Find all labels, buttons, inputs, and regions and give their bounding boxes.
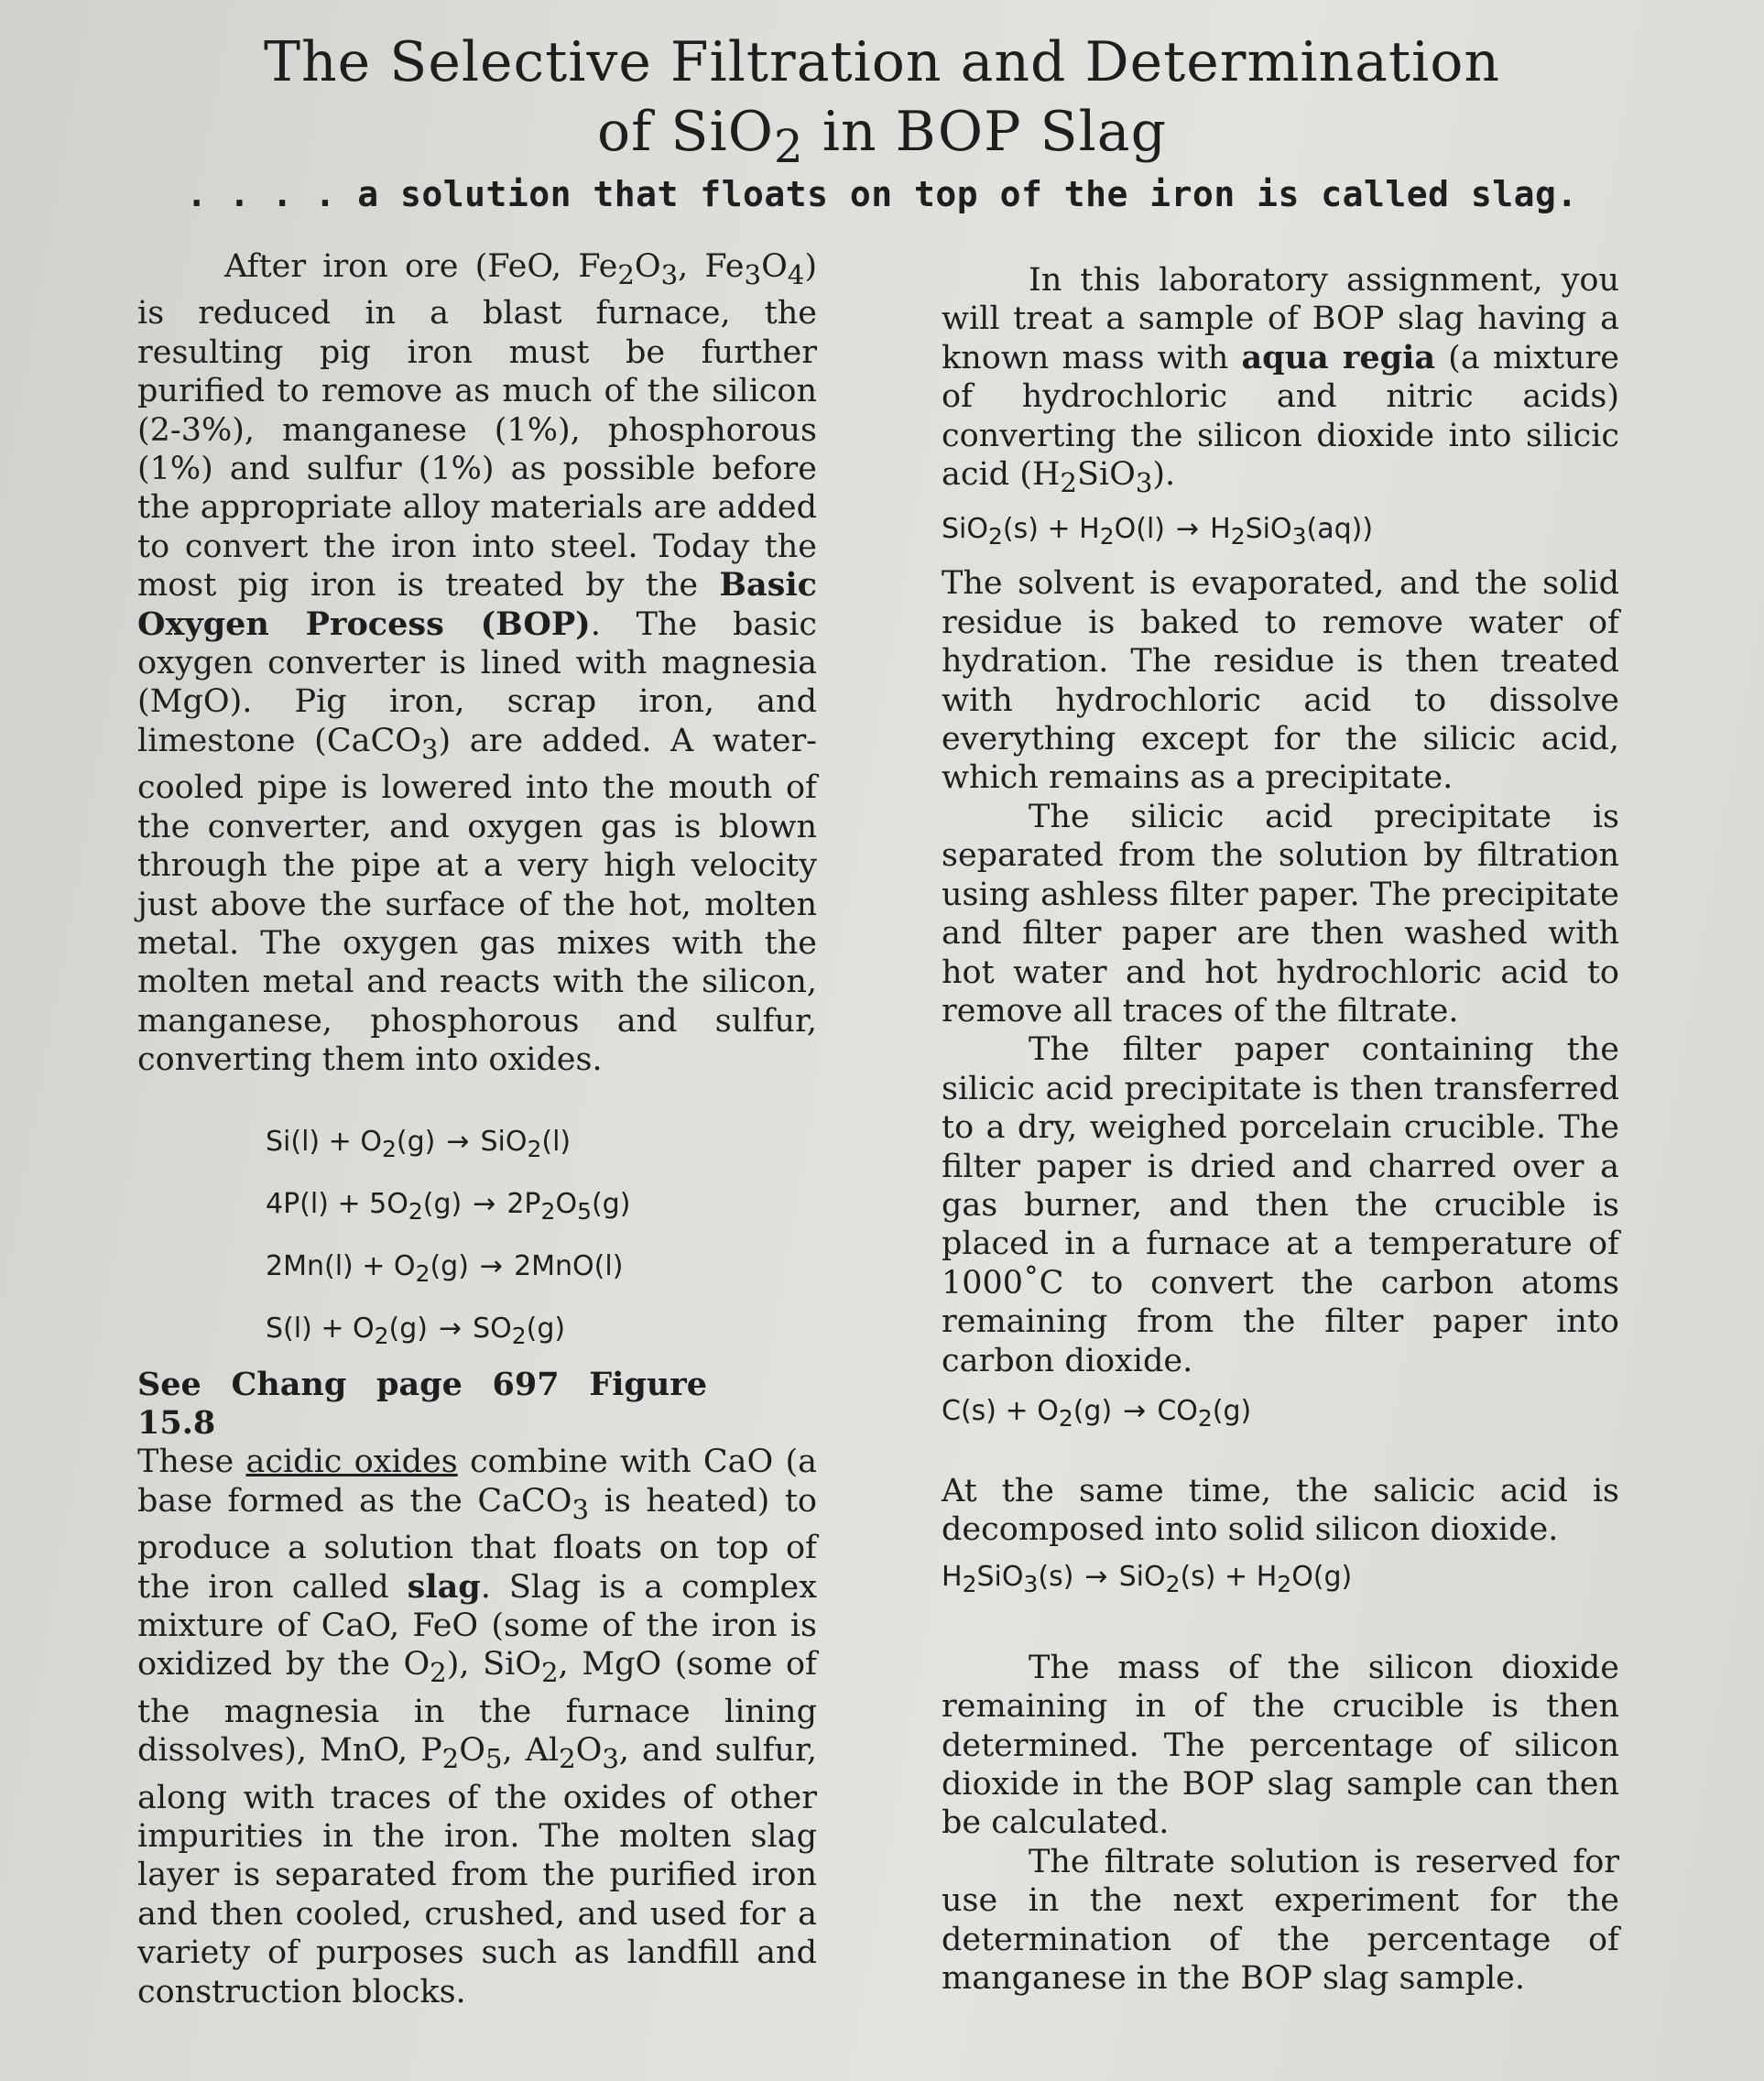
eq-text: (g) [1073, 1394, 1113, 1427]
eq-text: (aq)) [1306, 513, 1374, 546]
eq-text: 2Mn(l) + O [266, 1249, 416, 1282]
bold-term: slag [407, 1567, 481, 1606]
underlined-term: acidic oxides [245, 1444, 458, 1481]
text: (a mixture of hydrochloric and nitric acids) converting the silicon dioxide into silicic acid (H [942, 339, 1620, 494]
eq-text: (g) [388, 1312, 428, 1345]
subscript: 2 [1058, 1404, 1073, 1432]
eq-text: SO [473, 1312, 512, 1345]
subscript: 5 [577, 1197, 592, 1225]
equation-decomposition [942, 1550, 1619, 1612]
subscript: 2 [408, 1197, 423, 1225]
subscript: 5 [485, 1743, 503, 1775]
text: , MgO (some of the magnesia in the furnace lining dissolves), MnO, P [137, 1646, 817, 1770]
subscript: 3 [602, 1743, 619, 1775]
title-subscript: 2 [773, 120, 804, 173]
text: combine with CaO (a base formed as the CaCO [137, 1444, 817, 1520]
title-line-2 [0, 97, 1764, 181]
text: These [137, 1444, 246, 1481]
subscript: 2 [1277, 1570, 1292, 1597]
tagline: . . . . a solution that floats on top of the iron is called slag. [186, 174, 1578, 214]
title-line-1: The Selective Filtration and Determination [263, 30, 1501, 94]
left-column [137, 247, 817, 2011]
eq-text: SiO [976, 1560, 1024, 1593]
arrow-icon: → [1084, 1560, 1108, 1593]
bold-term: Basic Oxygen Process (BOP) [137, 566, 817, 643]
arrow-icon: → [479, 1249, 504, 1282]
subscript: 2 [527, 1135, 542, 1162]
equation-phosphorus [266, 1177, 817, 1239]
eq-text: O(g) [1291, 1560, 1353, 1593]
text: SiO [1076, 456, 1136, 494]
eq-text: (l) [541, 1125, 572, 1158]
text: ) is reduced in a blast furnace, the resulting pig iron must be further purified to remove as much of the silicon (2-3%), manganese (1%), phosphorous (1%) and sulfur (1%) as possible before the appropriate alloy materials are added to convert the iron into steel. Today the most pig iron is treated by the [137, 248, 817, 605]
slag-paragraph [137, 1443, 817, 2011]
eq-text: H [942, 1560, 963, 1593]
subscript: 3 [420, 733, 439, 765]
eq-text: (g) [430, 1249, 469, 1282]
filtrate-paragraph: The filtrate solution is reserved for use in the next experiment for the determination of the percentage of manganese in the BOP slag sample. [942, 1843, 1619, 1998]
eq-text: O [555, 1187, 578, 1220]
eq-text: 4P(l) + 5O [266, 1187, 408, 1220]
subscript: 3 [1135, 467, 1153, 499]
filtration-paragraph: The silicic acid precipitate is separated from the solution by filtration using ashless filter paper. The precipitate and filter paper are then washed with hot water and hot hydrochloric acid to remove all traces of the filtrate. [942, 798, 1619, 1030]
subscript: 2 [511, 1322, 527, 1349]
text: . The basic oxygen converter is lined with magnesia (MgO). Pig iron, scrap iron, and limestone (CaCO [137, 605, 817, 759]
text: After iron ore (FeO, Fe [224, 248, 618, 285]
subscript: 2 [1060, 467, 1077, 499]
equation-carbon [942, 1384, 1619, 1446]
eq-text: SiO [480, 1125, 528, 1158]
text: . Slag is a complex mixture of CaO, FeO (some of the iron is oxidized by the O [137, 1568, 817, 1683]
subscript: 3 [744, 259, 762, 290]
equation-manganese [266, 1239, 817, 1302]
subscript: 3 [1291, 523, 1307, 550]
subscript: 2 [1165, 1570, 1181, 1597]
subscript: 2 [441, 1743, 460, 1775]
subscript: 2 [559, 1743, 576, 1775]
eq-text: Si(l) + O [266, 1125, 382, 1158]
eq-text: H [1210, 513, 1231, 546]
subscript: 2 [988, 523, 1003, 550]
text: O [459, 1732, 485, 1770]
subscript: 2 [381, 1135, 397, 1162]
text: is heated) to produce a solution that floats on top of the iron called [137, 1482, 817, 1606]
subscript: 2 [617, 259, 635, 290]
subscript: 2 [540, 1657, 559, 1689]
eq-text: SiO [942, 513, 988, 546]
eq-text: (s) [1038, 1560, 1074, 1593]
text: , Al [502, 1732, 560, 1770]
subscript: 2 [1230, 523, 1246, 550]
subscript: 2 [1197, 1404, 1213, 1432]
oxidation-equations [137, 1115, 817, 1364]
subscript: 3 [660, 259, 679, 290]
text: O [761, 248, 788, 285]
arrow-icon: → [446, 1125, 470, 1158]
eq-text: O(l) [1114, 513, 1165, 546]
subscript: 2 [415, 1259, 430, 1287]
text: O [634, 248, 661, 285]
text: , Fe [678, 248, 745, 285]
figure-reference: See Chang page 697 Figure 15.8 [137, 1365, 707, 1442]
subscript: 2 [430, 1657, 447, 1689]
title-text: of SiO [597, 100, 774, 164]
eq-text: (g) [422, 1187, 463, 1220]
subscript: 2 [374, 1322, 389, 1349]
right-column [942, 261, 1619, 1998]
eq-text: (g) [591, 1187, 631, 1220]
subscript: 4 [787, 259, 805, 290]
page-title [0, 27, 1764, 181]
subscript: 3 [1023, 1570, 1039, 1597]
eq-text: SiO [1245, 513, 1292, 546]
equation-silicic-acid [942, 502, 1619, 564]
text: ). [1152, 456, 1176, 494]
arrow-icon: → [473, 1187, 496, 1220]
arrow-icon: → [1123, 1394, 1147, 1427]
subscript: 2 [962, 1570, 977, 1597]
intro-paragraph [137, 247, 817, 1080]
title-text: in BOP Slag [803, 100, 1167, 164]
eq-text: C(s) + O [942, 1394, 1059, 1427]
text: ), SiO [446, 1646, 541, 1683]
bold-term: aqua regia [1241, 338, 1436, 376]
equation-silicon [266, 1115, 817, 1177]
text: ) are added. A water-cooled pipe is lowered into the mouth of the converter, and oxygen gas is blown through the pipe at a very high velocity just above the surface of the hot, molten metal. The oxygen gas mixes with the molten metal and reacts with the silicon, manganese, phosphorous and sulfur, converting them into oxides. [137, 722, 818, 1079]
text: , and sulfur, along with traces of the oxides of other impurities in the iron. The molten slag layer is separated from the purified iron and then cooled, crushed, and used for a variety of purposes such as landfill and construction blocks. [137, 1732, 817, 2010]
eq-text: (s) + H [1180, 1560, 1278, 1593]
subscript: 2 [540, 1197, 556, 1225]
equation-sulfur [266, 1302, 817, 1364]
subscript: 2 [1099, 523, 1115, 550]
eq-text: S(l) + O [266, 1312, 375, 1345]
eq-text: (s) + H [1002, 513, 1100, 546]
decomposition-paragraph: At the same time, the salicic acid is decomposed into solid silicon dioxide. [942, 1472, 1619, 1549]
eq-text: SiO [1118, 1560, 1166, 1593]
arrow-icon: → [438, 1312, 463, 1345]
arrow-icon: → [1175, 513, 1200, 546]
eq-text: (g) [1212, 1394, 1252, 1427]
mass-paragraph: The mass of the silicon dioxide remaining in of the crucible is then determined. The percentage of silicon dioxide in the BOP slag sample can then be calculated. [942, 1649, 1619, 1842]
eq-text: CO [1157, 1394, 1198, 1427]
eq-text: 2MnO(l) [514, 1249, 624, 1282]
eq-text: (g) [526, 1312, 566, 1345]
assignment-paragraph [942, 261, 1619, 502]
text: In this laboratory assignment, you will treat a sample of BOP slag having a known mass with [942, 262, 1619, 376]
crucible-paragraph: The filter paper containing the silicic acid precipitate is then transferred to a dry, weighed porcelain crucible. The filter paper is dried and charred over a gas burner, and then the crucible is placed in a furnace at a temperature of 1000˚C to convert the carbon atoms remaining from the filter paper into carbon dioxide. [942, 1031, 1619, 1379]
subscript: 3 [572, 1493, 590, 1525]
text: O [575, 1732, 603, 1770]
eq-text: 2P [506, 1187, 541, 1220]
eq-text: (g) [396, 1125, 436, 1158]
evaporation-paragraph: The solvent is evaporated, and the solid residue is baked to remove water of hydration. The residue is then treated with hydrochloric acid to dissolve everything except for the silicic acid, which remains as a precipitate. [942, 565, 1619, 797]
